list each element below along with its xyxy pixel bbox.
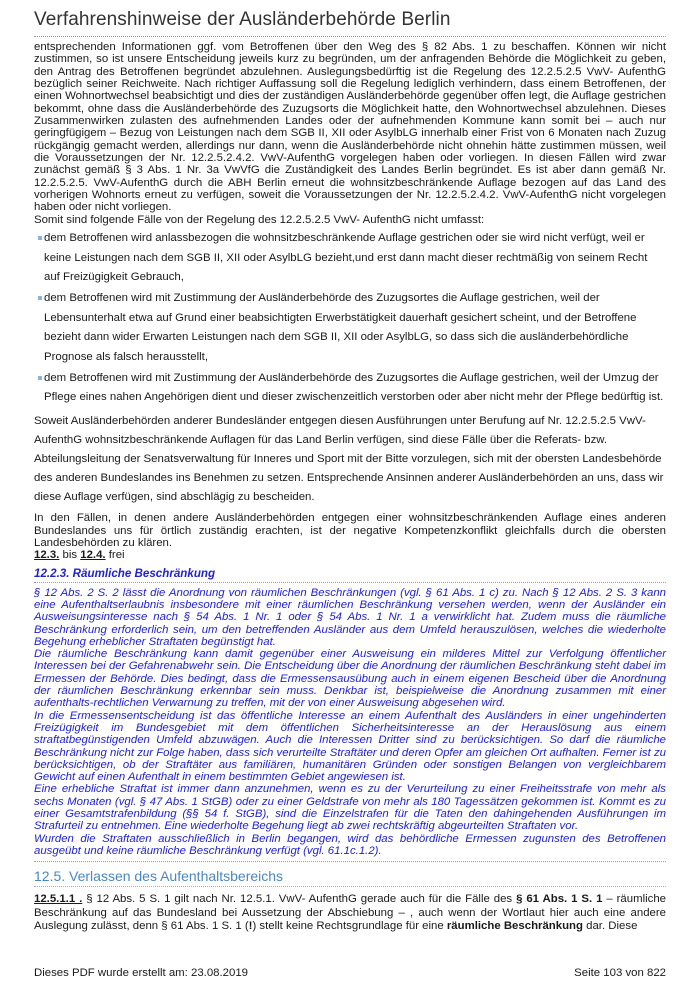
blue-paragraph: In die Ermessensentscheidung ist das öffentliche Interesse an einem Aufenthalt des Ausländers in einer ungehinderten Freizügigkeit im Bundesgebiet mit dem öffentlichen Sicherheitsinteresse an der Herauslösung aus einem straftatbegünstigenden Umfeld abzuwägen. Auch die Interessen Dritter sind zu berücksichtigen. So darf die räumliche Beschränkung nicht zur Folge haben, dass sich verurteilte Straftäter und deren Opfer am gleichen Ort aufhalten. Ferner ist zu berücksichtigen, ob der Straftäter aus familiären, humanitären Gründen oder sonstigen Belangen von vergleichbarem Gewicht auf einen Aufenthalt in einem bestimmten Gebiet angewiesen ist. [34,709,666,784]
created-date: Dieses PDF wurde erstellt am: 23.08.2019 [34,967,248,979]
page-number: Seite 103 von 822 [574,967,666,979]
section-heading-12-5: 12.5. Verlassen des Aufenthaltsbereichs [34,868,666,887]
page-header [34,9,666,37]
bullet-square-icon [38,236,42,240]
section-link-12-4[interactable]: 12.4. [80,549,106,562]
list-item: dem Betroffenen wird mit Zustimmung der Ausländerbehörde des Zuzugsortes die Auflage gestrichen, weil der Lebensunterhalt etwa auf Grund einer beabsichtigten Erwerbstätigkeit dauerhaft gesichert scheint, und der Betroffene bezieht dann wider Erwarten Leistungen nach dem SGB II, XII oder AsylbLG, so dass sich die ausländerbehördliche Prognose als falsch herausstellt, [34,289,666,367]
page-footer [34,967,666,979]
list-item: dem Betroffenen wird anlassbezogen die wohnsitzbeschränkende Auflage gestrichen oder sie wird nicht verfügt, weil er keine Leistungen nach dem SGB II, XII oder AsylbLG bezieht,und erst dann macht dieser rechtmäßig von seinem Recht auf Freizügigkeit Gebrauch, [34,229,666,287]
section-12-2-3-block [34,587,666,863]
section-heading-12-2-3: 12.2.3. Räumliche Beschränkung [34,567,666,583]
conflict-paragraph: In den Fällen, in denen andere Ausländerbehörden entgegen einer wohnsitzbeschränkenden Auflage eines anderen Bundeslandes uns für örtlich zuständig erachten, ist der negative Kompetenzkonflikt gleichfalls durch die obersten Landesbehörden zu klären. [34,512,666,549]
blue-paragraph: Die räumliche Beschränkung kann damit gegenüber einer Ausweisung ein milderes Mittel zur Verfolgung öffentlicher Interessen bei der Gefahrenabwehr sein. Die Entscheidung über die Anordnung der räumlichen Beschränkung steht dabei im Ermessen der Behörde. Dies bedingt, dass die Ermessensausübung auch in einem eigenen Bescheid über die Anordnung der räumlichen Beschränkung erkennbar sein muss. Denkbar ist, beispielweise die Anordnung zusammen mit einer aufenthalts-rechtlichen Verwarnung zu treffen, mit der von einer Ausweisung abgesehen wird. [34,648,666,710]
list-intro: Somit sind folgende Fälle von der Regelung des 12.2.5.2.5 VwV- AufenthG nicht umfasst: [34,213,485,226]
page-title: Verfahrenshinweise der Ausländerbehörde Berlin [34,9,451,30]
bullet-square-icon [38,376,42,380]
blue-paragraph: Wurden die Straftaten ausschließlich in Berlin begangen, wird das behördliche Ermessen zugunsten des Betroffenen ausgeübt und keine räumliche Beschränkung verfügt (vgl. 61.1c.1.2). [34,832,666,857]
header-divider [34,36,666,37]
other-states-paragraph: Soweit Ausländerbehörden anderer Bundesländer entgegen diesen Ausführungen unter Berufung auf Nr. 12.2.5.2.5 VwV-AufenthG wohnsitzbeschränkende Auflagen für das Land Berlin verfügen, sind diese Fälle über die Referats- bzw. Abteilungsleitung der Senatsverwaltung für Inneres und Sport mit der Bitte vorzulegen, sich mit der obersten Landesbehörde des anderen Bundeslandes ins Benehmen zu setzen. Entsprechende Ansinnen anderer Ausländerbehörden an uns, dass wir diese Auflage verfügen, sind abschlägig zu bescheiden. [34,414,664,504]
intro-paragraph: entsprechenden Informationen ggf. vom Betroffenen über den Weg des § 82 Abs. 1 zu beschaffen. Können wir nicht zustimmen, so ist unsere Entscheidung jeweils kurz zu begründen, um der anfragenden Behörde die Möglichkeit zu geben, den Antrag des Betroffenen begründet abzulehnen. Auslegungsbedürftig ist die Regelung des 12.2.5.2.5 VwV- AufenthG bezüglich seiner Reichweite. Nach richtiger Auffassung soll die Regelung lediglich verhindern, dass einem Betroffenen, der einen Wohnortwechsel beabsichtigt und dies der zuständigen Ausländerbehörde gegenüber offen legt, die Auflage gestrichen bekommt, ohne dass die Ausländerbehörde des Zuzugsorts die Möglichkeit hatte, den Wohnortwechsel abzulehnen. Dieses Zusammenwirken zulasten des aufnehmenden Landes oder der aufnehmenden Kommune kann somit bei – auch nur geringfügigem – Bezug von Leistungen nach dem SGB II, XII oder AsylbLG innerhalb einer Frist von 6 Monaten nach Zuzug rückgängig gemacht werden, allerdings nur dann, wenn die Ausländerbehörde nicht ohnehin hätte zustimmen müssen, weil die Voraussetzungen der Nr. 12.2.5.2.4.2. VwV-AufenthG vorgelegen haben oder vorliegen. In diesen Fällen wird zwar zunächst gemäß § 3 Abs. 1 Nr. 3a VwVfG die Zuständigkeit des Landes Berlin begründet. Es ist aber dann gemäß Nr. 12.2.5.2.5. VwV-AufenthG durch die ABH Berlin erneut die wohnsitzbeschränkende Auflage bezogen auf das Land des vorherigen Wohnorts erneut zu verfügen, soweit die Voraussetzungen der Nr. 12.2.5.2.4.2. VwV-AufenthG nicht vorgelegen haben oder nicht vorliegen. [34,41,666,214]
exceptions-list [34,229,666,408]
blue-paragraph: § 12 Abs. 2 S. 2 lässt die Anordnung von räumlichen Beschränkungen (vgl. § 61 Abs. 1 c) zu. Nach § 12 Abs. 2 S. 3 kann eine Aufenthaltserlaubnis insbesondere mit einer räumlichen Beschränkung versehen werden, wenn der Ausländer ein Ausweisungsinteresse nach § 54 Abs. 1 Nr. 1 oder § 54 Abs. 1 Nr. 1 a verwirklicht hat. Zudem muss die räumliche Beschränkung erforderlich sein, um den betreffenden Ausländer aus dem Umfeld herauszulösen, welches die wiederholte Begehung erheblicher Straftaten begünstigt hat. [34,586,666,648]
section-link-12-3[interactable]: 12.3. [34,549,60,562]
document-body [34,41,666,933]
section-12-5-paragraph: 12.5.1.1 . § 12 Abs. 5 S. 1 gilt nach Nr. 12.5.1. VwV- AufenthG gerade auch für die Fälle des § 61 Abs. 1 S. 1 – räumliche Beschränkung auf das Bundesland bei Aussetzung der Abschiebung – , auch wenn der Wortlaut hier auch eine andere Auslegung zulässt, denn § 61 Abs. 1 S. 1 (!) stellt keine Rechtsgrundlage für eine räumliche Beschränkung dar. Diese [34,893,667,932]
blue-paragraph: Eine erhebliche Straftat ist immer dann anzunehmen, wenn es zu der Verurteilung zu einer Freiheitsstrafe von mehr als sechs Monaten (vgl. § 47 Abs. 1 StGB) oder zu einer Geldstrafe von mehr als 180 Tagessätzen gekommen ist. Kommt es zu einer Gesamtstrafenbildung (§§ 54 f. StGB), sind die Einzelstrafen für die Taten den dahingehenden Ausführungen im Strafurteil zu entnehmen. Eine wiederholte Begehung liegt ab zwei rechtskräftig abgeurteilten Straftaten vor. [34,783,666,833]
section-link-12-5-1-1[interactable]: 12.5.1.1 . [34,893,83,906]
list-item: dem Betroffenen wird mit Zustimmung der Ausländerbehörde des Zuzugsortes die Auflage gestrichen, weil der Umzug der Pflege eines nahen Angehörigen dient und dieser zwischenzeitlich verstorben oder aber nicht mehr der Pflege bedürftig ist. [34,369,666,408]
bullet-square-icon [38,296,42,300]
free-sections-line: 12.3. bis 12.4. frei [34,549,125,562]
